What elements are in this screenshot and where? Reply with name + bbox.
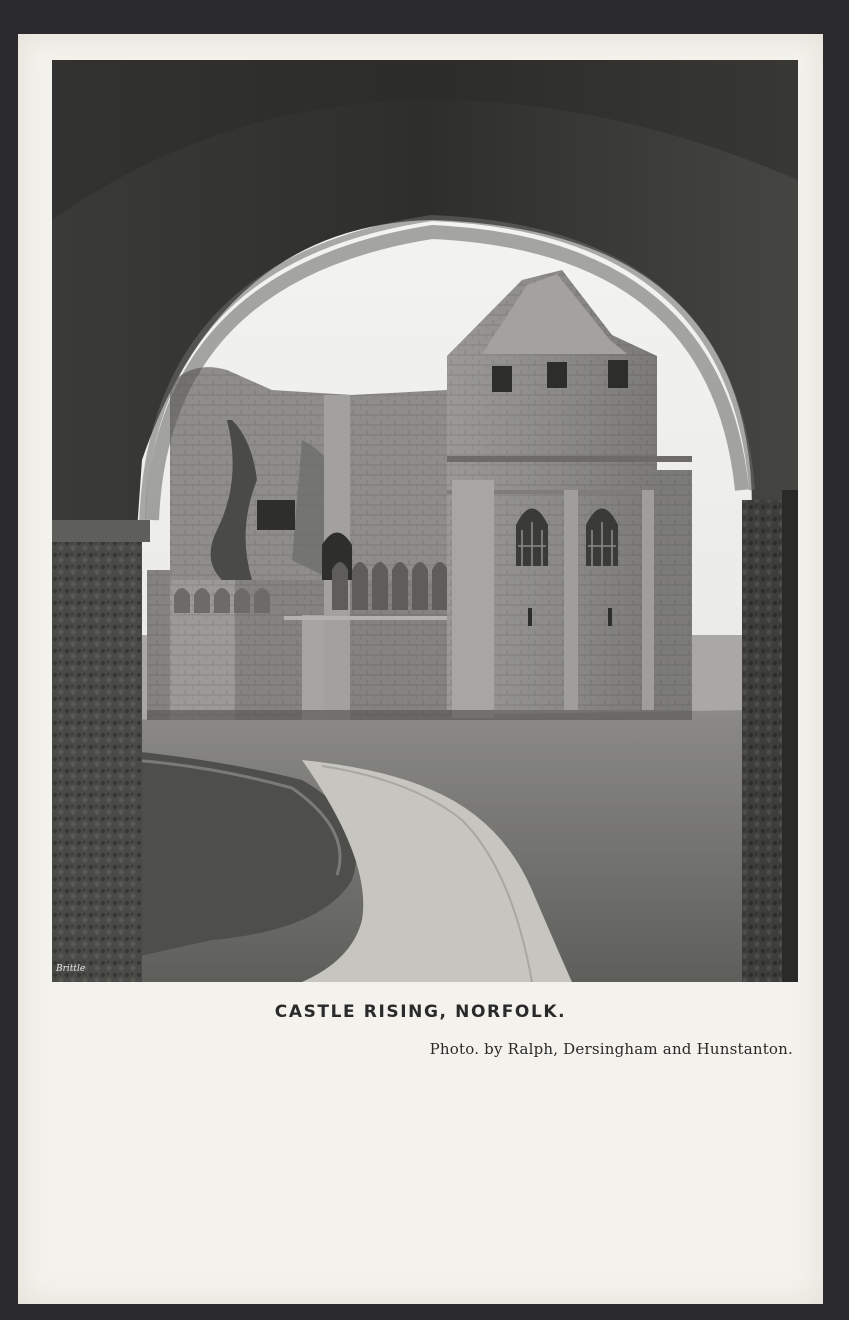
castle-photograph-image — [52, 60, 798, 982]
postcard-title: CASTLE RISING, NORFOLK. — [274, 1002, 567, 1022]
photographer-signature: Brittle — [56, 964, 86, 974]
postcard — [18, 34, 823, 1304]
castle-photograph — [52, 60, 798, 982]
photo-credit: Photo. by Ralph, Dersingham and Hunstanton. — [429, 1040, 793, 1058]
